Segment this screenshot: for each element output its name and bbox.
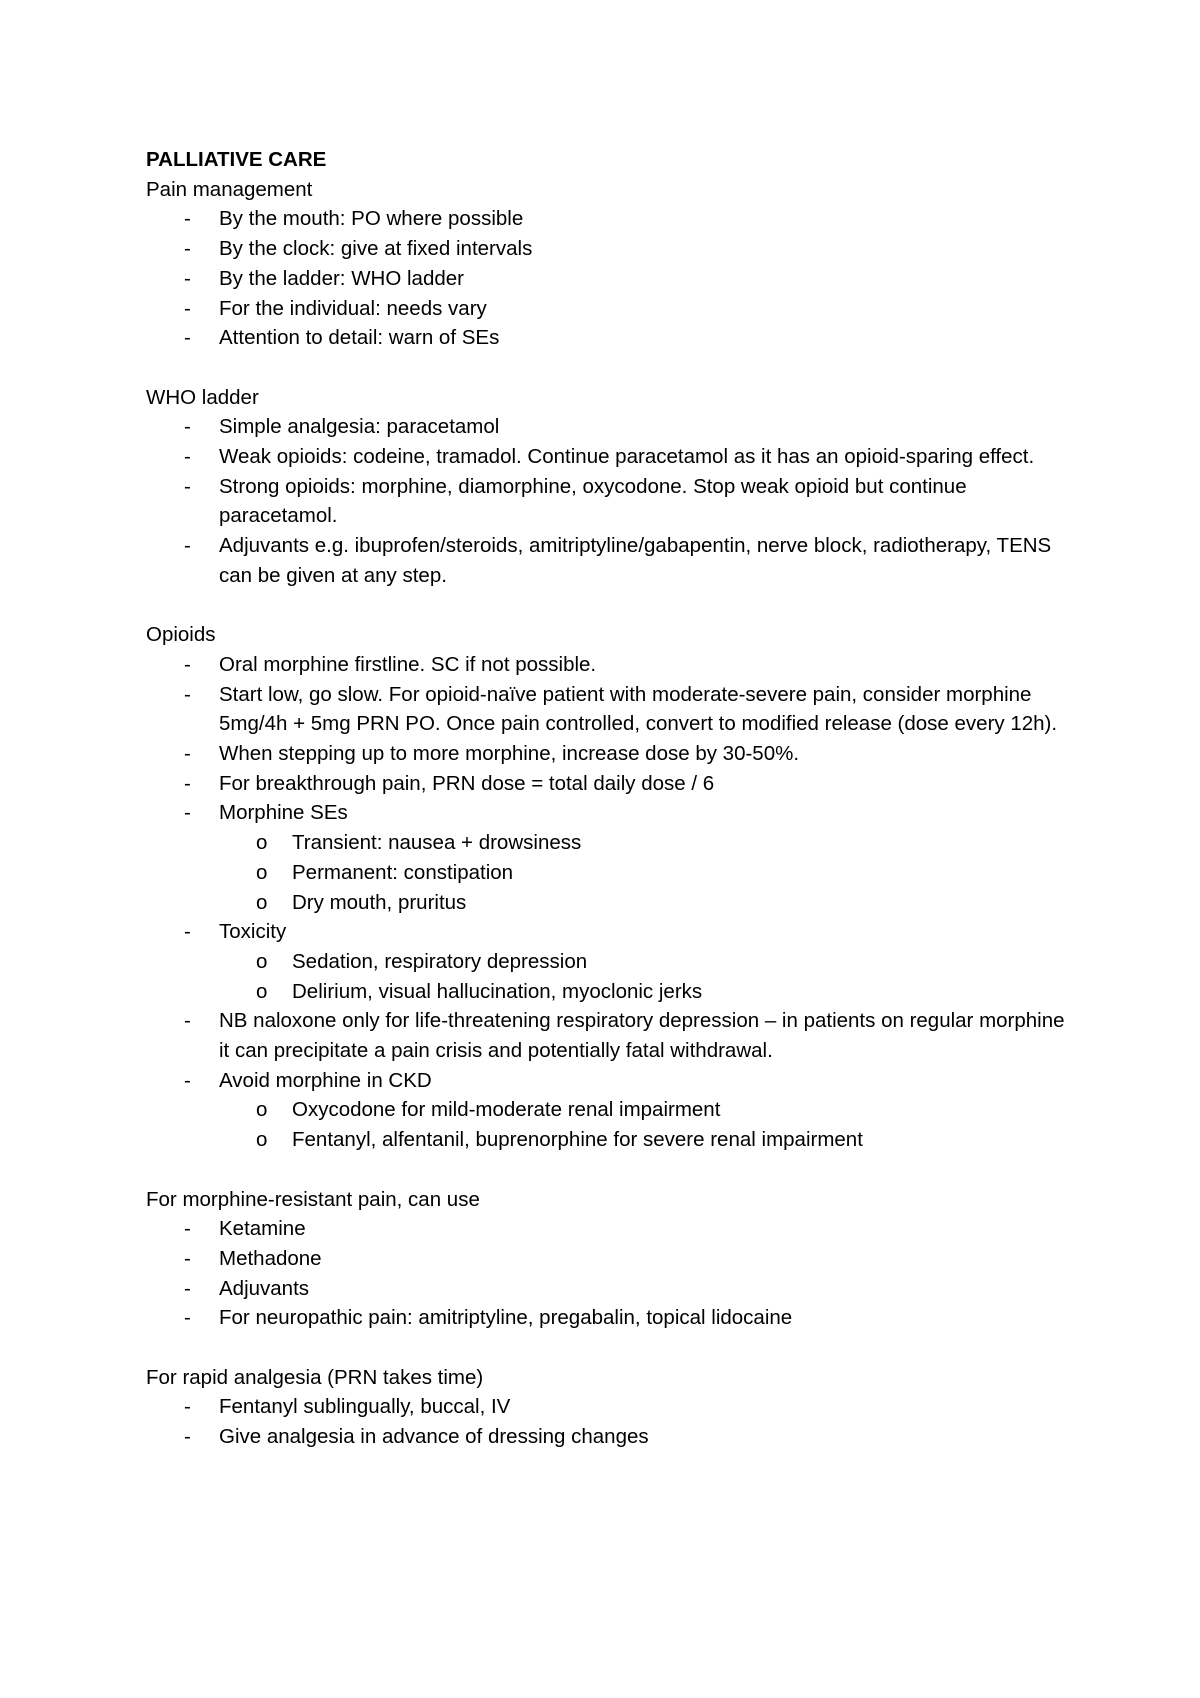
list-item-text: By the clock: give at fixed intervals	[219, 237, 533, 261]
dash-bullet-icon: -	[184, 1217, 191, 1241]
dash-bullet-icon: -	[184, 474, 191, 498]
dash-bullet-icon: -	[184, 1009, 191, 1033]
list-item-text: Fentanyl sublingually, buccal, IV	[219, 1395, 511, 1419]
list-item	[146, 442, 1076, 472]
section	[146, 1363, 1076, 1452]
list-item	[146, 323, 1076, 353]
sub-bullet-list	[219, 1095, 1076, 1154]
sub-list-item-text: Oxycodone for mild-moderate renal impairment	[292, 1098, 721, 1122]
list-item-text: Avoid morphine in CKD	[219, 1068, 432, 1092]
list-item	[146, 412, 1076, 442]
list-item-text: Weak opioids: codeine, tramadol. Continue paracetamol as it has an opioid-sparing effect.	[219, 445, 1035, 469]
sub-list-item	[146, 1125, 1076, 1155]
sub-list-item	[146, 1095, 1076, 1125]
bullet-list	[146, 650, 1076, 1155]
list-item	[146, 1066, 1076, 1155]
sub-bullet-list	[219, 947, 1076, 1006]
page-title: PALLIATIVE CARE	[146, 148, 327, 171]
sub-list-item	[146, 977, 1076, 1007]
section-heading: For morphine-resistant pain, can use	[146, 1187, 480, 1211]
list-item	[146, 1274, 1076, 1304]
sub-list-item-text: Sedation, respiratory depression	[292, 949, 588, 973]
list-item	[146, 1244, 1076, 1274]
circle-bullet-icon: o	[256, 949, 268, 973]
dash-bullet-icon: -	[184, 801, 191, 825]
bullet-list	[146, 412, 1076, 590]
list-item-text: Strong opioids: morphine, diamorphine, oxycodone. Stop weak opioid but continue paracetamol.	[219, 474, 967, 528]
list-item	[146, 739, 1076, 769]
list-item	[146, 650, 1076, 680]
sub-list-item-text: Dry mouth, pruritus	[292, 890, 467, 914]
circle-bullet-icon: o	[256, 979, 268, 1003]
sub-list-item-text: Transient: nausea + drowsiness	[292, 831, 582, 855]
list-item-text: Start low, go slow. For opioid-naïve patient with moderate-severe pain, consider morphine 5mg/4h + 5mg PRN PO. Once pain controlled, convert to modified release (dose every 12h).	[219, 682, 1058, 736]
list-item	[146, 234, 1076, 264]
bullet-list	[146, 1214, 1076, 1333]
list-item-text: Methadone	[219, 1246, 322, 1270]
bullet-list	[146, 204, 1076, 353]
section-heading: Opioids	[146, 623, 216, 647]
dash-bullet-icon: -	[184, 237, 191, 261]
dash-bullet-icon: -	[184, 445, 191, 469]
circle-bullet-icon: o	[256, 890, 268, 914]
dash-bullet-icon: -	[184, 534, 191, 558]
section-heading: WHO ladder	[146, 385, 259, 409]
dash-bullet-icon: -	[184, 742, 191, 766]
circle-bullet-icon: o	[256, 1128, 268, 1152]
dash-bullet-icon: -	[184, 1276, 191, 1300]
dash-bullet-icon: -	[184, 266, 191, 290]
dash-bullet-icon: -	[184, 1395, 191, 1419]
list-item	[146, 531, 1076, 590]
list-item-text: Oral morphine firstline. SC if not possible.	[219, 652, 597, 676]
dash-bullet-icon: -	[184, 1425, 191, 1449]
circle-bullet-icon: o	[256, 831, 268, 855]
list-item-text: When stepping up to more morphine, increase dose by 30-50%.	[219, 742, 800, 766]
list-item-text: Simple analgesia: paracetamol	[219, 415, 500, 439]
list-item-text: By the mouth: PO where possible	[219, 207, 524, 231]
sections-container	[146, 175, 1076, 1452]
sub-list-item	[146, 888, 1076, 918]
sub-list-item-text: Permanent: constipation	[292, 860, 514, 884]
list-item	[146, 472, 1076, 531]
sub-bullet-list	[219, 828, 1076, 917]
list-item-text: Adjuvants	[219, 1276, 310, 1300]
list-item-text: Attention to detail: warn of SEs	[219, 326, 500, 350]
sub-list-item-text: Fentanyl, alfentanil, buprenorphine for severe renal impairment	[292, 1128, 863, 1152]
circle-bullet-icon: o	[256, 1098, 268, 1122]
list-item	[146, 1392, 1076, 1422]
sub-list-item	[146, 828, 1076, 858]
section	[146, 175, 1076, 353]
dash-bullet-icon: -	[184, 1068, 191, 1092]
list-item-text: Ketamine	[219, 1217, 306, 1241]
dash-bullet-icon: -	[184, 652, 191, 676]
list-item-text: For neuropathic pain: amitriptyline, pregabalin, topical lidocaine	[219, 1306, 793, 1330]
list-item	[146, 1303, 1076, 1333]
list-item-text: Morphine SEs	[219, 801, 348, 825]
list-item	[146, 294, 1076, 324]
sub-list-item-text: Delirium, visual hallucination, myoclonic jerks	[292, 979, 703, 1003]
sub-list-item	[146, 947, 1076, 977]
dash-bullet-icon: -	[184, 920, 191, 944]
list-item	[146, 1006, 1076, 1065]
list-item-text: For breakthrough pain, PRN dose = total daily dose / 6	[219, 771, 715, 795]
list-item	[146, 769, 1076, 799]
document-page	[146, 145, 1076, 1482]
section	[146, 620, 1076, 1155]
list-item-text: NB naloxone only for life-threatening respiratory depression – in patients on regular morphine it can precipitate a pain crisis and potentially fatal withdrawal.	[219, 1009, 1065, 1063]
section-heading: For rapid analgesia (PRN takes time)	[146, 1365, 484, 1389]
list-item	[146, 798, 1076, 917]
dash-bullet-icon: -	[184, 415, 191, 439]
list-item	[146, 1422, 1076, 1452]
sub-list-item	[146, 858, 1076, 888]
dash-bullet-icon: -	[184, 1306, 191, 1330]
list-item	[146, 1214, 1076, 1244]
dash-bullet-icon: -	[184, 771, 191, 795]
section-heading: Pain management	[146, 177, 313, 201]
list-item	[146, 680, 1076, 739]
list-item	[146, 917, 1076, 1006]
list-item-text: For the individual: needs vary	[219, 296, 487, 320]
list-item-text: Give analgesia in advance of dressing changes	[219, 1425, 649, 1449]
list-item	[146, 204, 1076, 234]
dash-bullet-icon: -	[184, 326, 191, 350]
list-item-text: Toxicity	[219, 920, 287, 944]
dash-bullet-icon: -	[184, 207, 191, 231]
section	[146, 1185, 1076, 1334]
section	[146, 383, 1076, 591]
list-item	[146, 264, 1076, 294]
bullet-list	[146, 1392, 1076, 1451]
circle-bullet-icon: o	[256, 860, 268, 884]
dash-bullet-icon: -	[184, 1246, 191, 1270]
list-item-text: Adjuvants e.g. ibuprofen/steroids, amitriptyline/gabapentin, nerve block, radiotherapy, TENS can be given at any step.	[219, 534, 1052, 587]
list-item-text: By the ladder: WHO ladder	[219, 266, 464, 290]
dash-bullet-icon: -	[184, 682, 191, 706]
dash-bullet-icon: -	[184, 296, 191, 320]
